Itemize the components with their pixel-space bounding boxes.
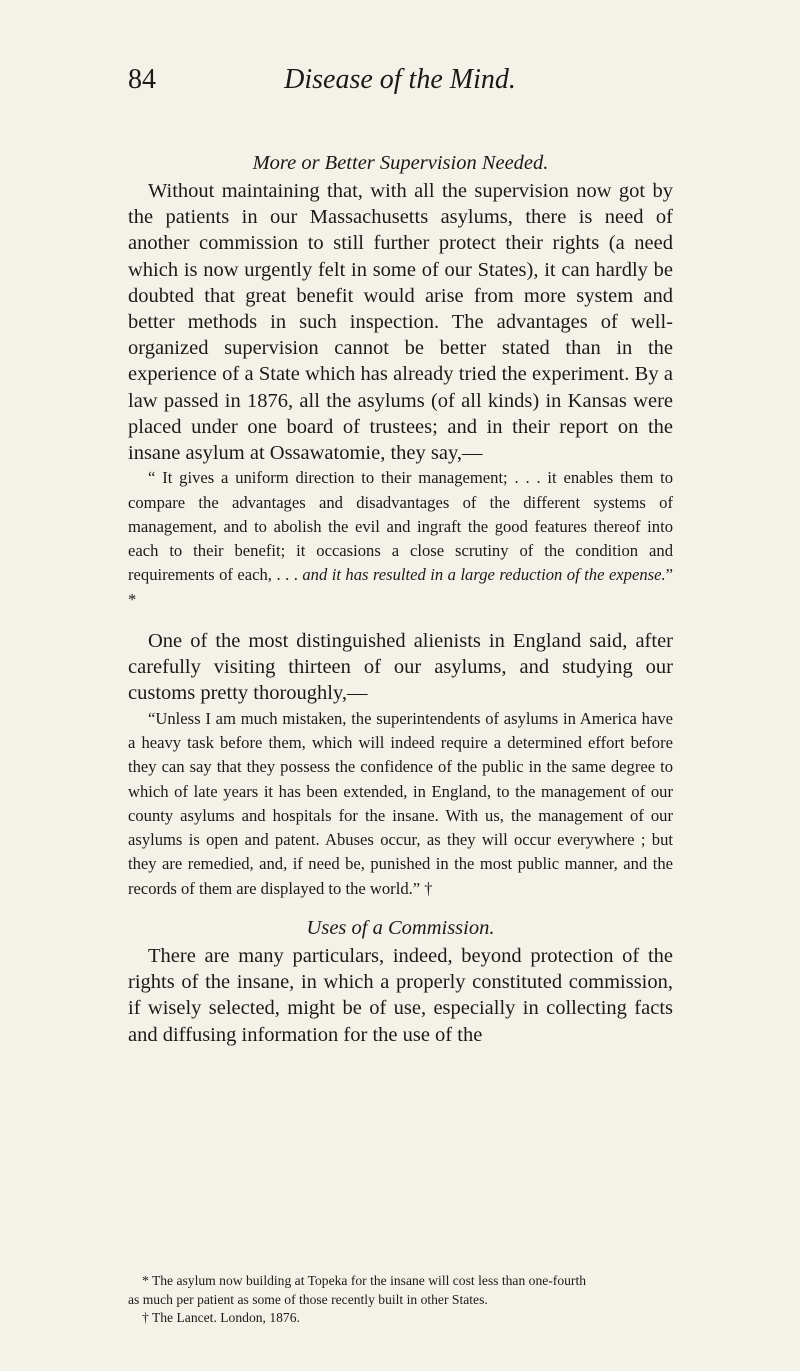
paragraph-supervision: Without maintaining that, with all the supervision now got by the patients in our Massachusetts asylums, there is need of another commission to still further protect their rights (a need which is now urgently felt in some of our States), it can hardly be doubted that great benefit would arise from more system and better methods in such inspection. The advantages of well-organized supervision cannot be better stated than in the experience of a State which has already tried the experiment. By a law passed in 1876, all the asylums (of all kinds) in Kansas were placed under one board of trustees; and in their report on the insane asylum at Ossawatomie, they say,— bbox=[128, 180, 673, 465]
footnote-topeka-continued: as much per patient as some of those recently built in other States. bbox=[128, 1291, 488, 1307]
page-number: 84 bbox=[128, 64, 156, 95]
paragraph-alienist: One of the most distinguished alienists in England said, after carefully visiting thirteen of our asylums, and studying our customs pretty thoroughly,— bbox=[128, 630, 673, 705]
quote-kansas-close: ” * bbox=[128, 565, 673, 609]
quote-alienist: “Unless I am much mistaken, the superintendents of asylums in America have a heavy task before them, which will indeed require a determined effort before they can say that they possess the confidence of the public in the same degree to which of late years it has been extended, in England, to the management of our county asylums and hospitals for the insane. With us, the management of our asylums is open and patent. Abuses occur, as they will occur everywhere ; but they are remedied, and, if need be, punished in the most public manner, and the records of them are displayed to the world.” † bbox=[128, 708, 673, 898]
footnote-topeka: * The asylum now building at Topeka for the insane will cost less than one-fourth bbox=[142, 1273, 587, 1288]
quote-kansas-main: “ It gives a uniform direction to their management; . . . it enables them to compare the advantages and disadvantages of the different systems of management, and to abolish the evil and ingraft the good features thereof into each to their benefit; it occasions a close scrutiny of the condition and requirements of each, bbox=[128, 468, 673, 585]
quote-kansas-ellipsis: . . . bbox=[276, 565, 298, 585]
footnotes bbox=[128, 1272, 673, 1328]
section-heading-commission: Uses of a Commission. bbox=[306, 917, 495, 939]
paragraph-commission: There are many particulars, indeed, beyond protection of the rights of the insane, in which a properly constituted commission, if wisely selected, might be of use, especially in collecting facts and diffusing information for the use of the bbox=[128, 945, 673, 1046]
page-header bbox=[128, 64, 672, 104]
footnote-lancet: † The Lancet. London, 1876. bbox=[142, 1310, 300, 1325]
quote-kansas-italic: and it has resulted in a large reduction of the expense. bbox=[302, 565, 666, 585]
running-title: Disease of the Mind. bbox=[284, 64, 516, 95]
quote-kansas-report bbox=[128, 466, 673, 612]
main-text bbox=[128, 148, 673, 1048]
section-heading-supervision: More or Better Supervision Needed. bbox=[252, 152, 549, 174]
